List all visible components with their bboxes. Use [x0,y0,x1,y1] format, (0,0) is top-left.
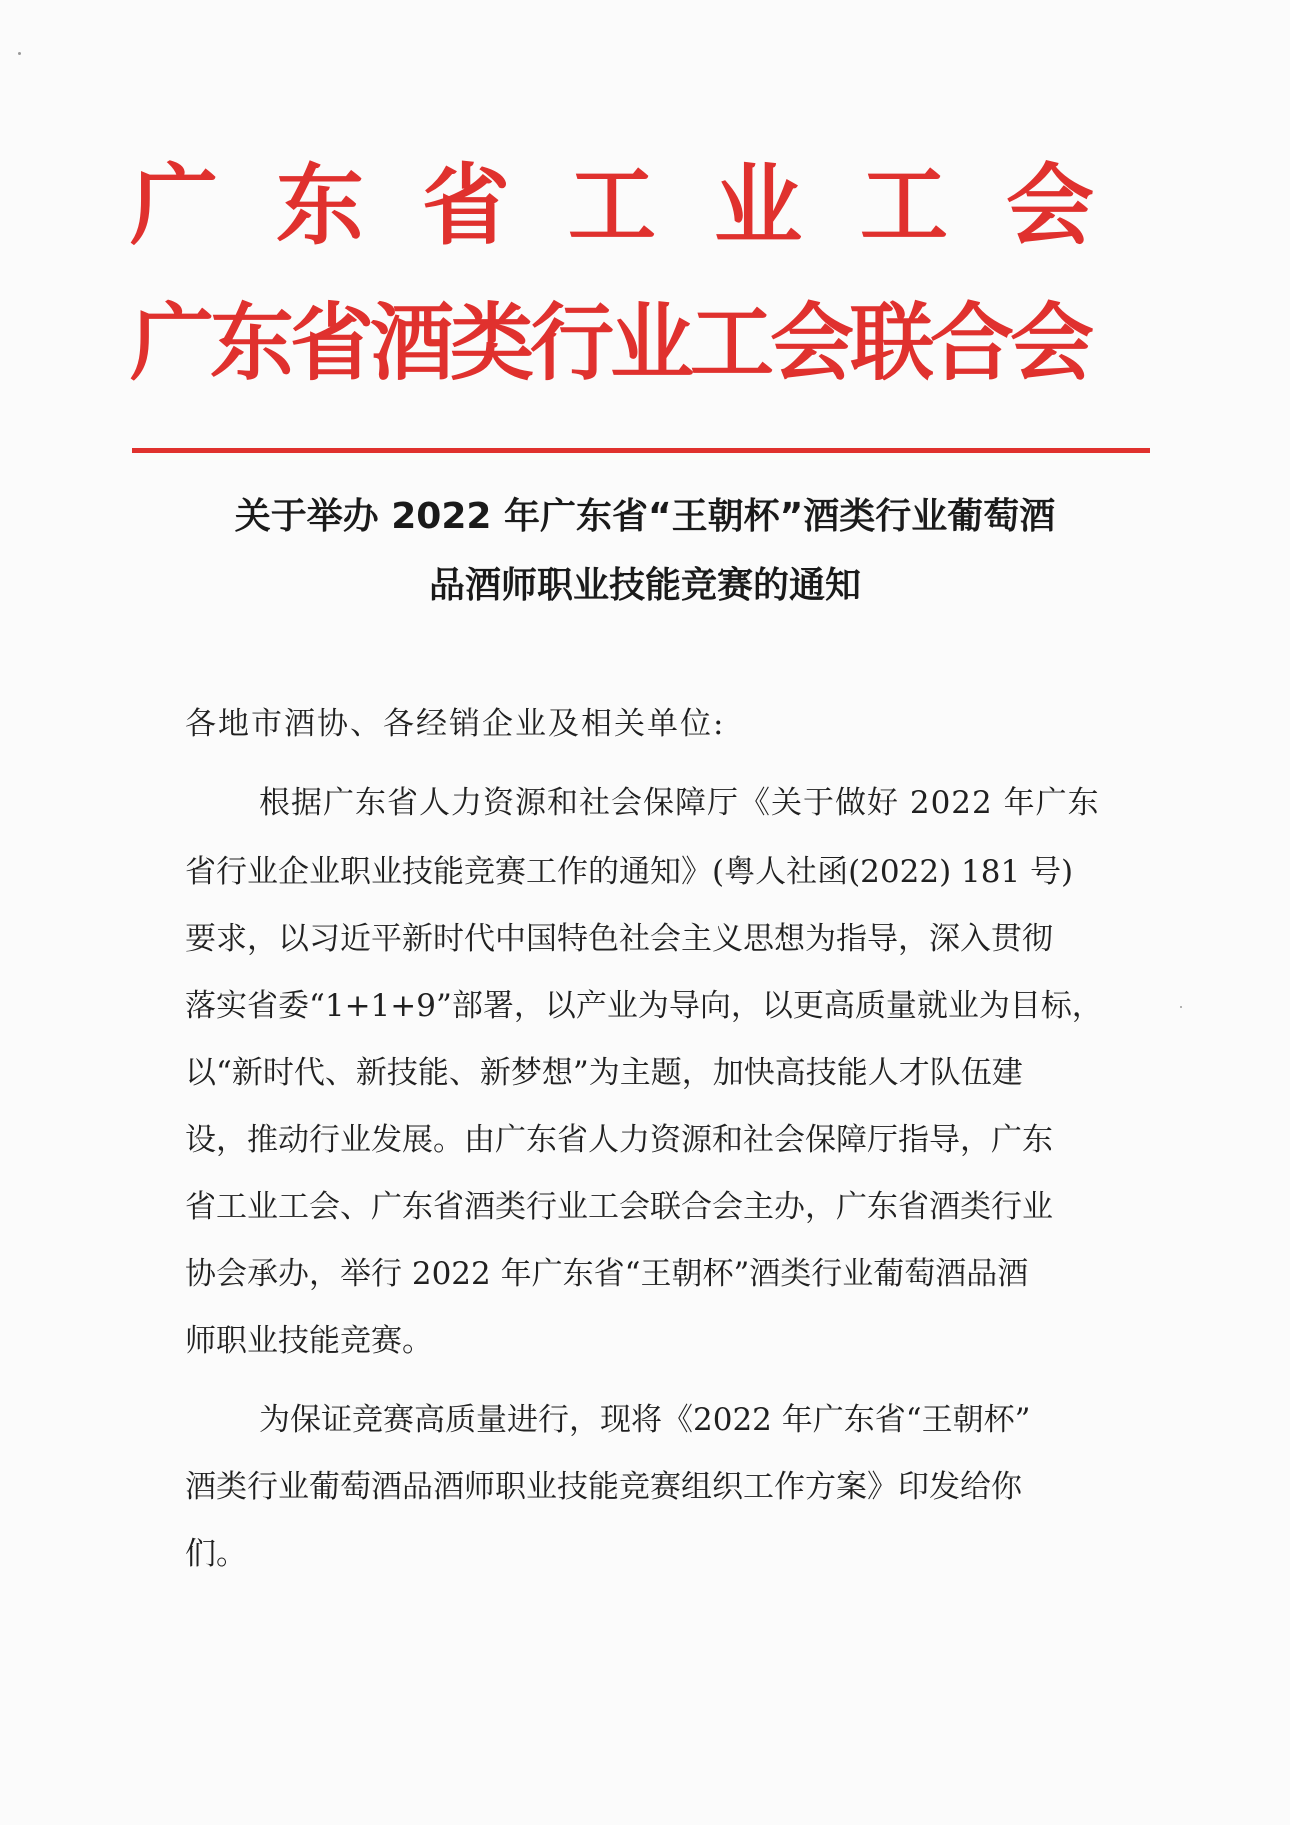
paragraph-1-line: 师职业技能竞赛。 [185,1323,433,1359]
paragraph-1-line: 以“新时代、新技能、新梦想”为主题，加快高技能人才队伍建 [185,1055,1023,1091]
paragraph-2-line: 酒类行业葡萄酒品酒师职业技能竞赛组织工作方案》印发给你 [185,1469,1022,1505]
scan-speck [18,52,21,55]
paragraph-1-line: 设，推动行业发展。由广东省人力资源和社会保障厅指导，广东 [185,1122,1053,1158]
letterhead-org-2: 广东省酒类行业工会联合会 [130,293,1091,392]
paragraph-1-line: 协会承办，举行 2022 年广东省“王朝杯”酒类行业葡萄酒品酒 [185,1256,1029,1292]
paragraph-1-line: 落实省委“1+1+9”部署，以产业为导向，以更高质量就业为目标， [185,988,1103,1024]
paragraph-1-line: 省工业工会、广东省酒类行业工会联合会主办，广东省酒类行业 [185,1189,1053,1225]
paragraph-1-line: 省行业企业职业技能竞赛工作的通知》(粤人社函(2022) 181 号) [185,854,1074,890]
letterhead-divider [132,448,1150,453]
document-title-line-2: 品酒师职业技能竞赛的通知 [428,565,861,606]
salutation: 各地市酒协、各经销企业及相关单位: [185,706,726,742]
paragraph-1-line: 根据广东省人力资源和社会保障厅《关于做好 2022 年广东 [259,785,1100,821]
paragraph-2-line: 为保证竞赛高质量进行，现将《2022 年广东省“王朝杯” [259,1402,1031,1438]
letterhead-org-1: 广东省工业工会 [130,153,1153,257]
document-title-line-1: 关于举办 2022 年广东省“王朝杯”酒类行业葡萄酒 [234,496,1056,537]
paragraph-2-line: 们。 [185,1536,247,1572]
paragraph-1-line: 要求，以习近平新时代中国特色社会主义思想为指导，深入贯彻 [185,921,1053,957]
scan-speck [1180,1006,1182,1008]
